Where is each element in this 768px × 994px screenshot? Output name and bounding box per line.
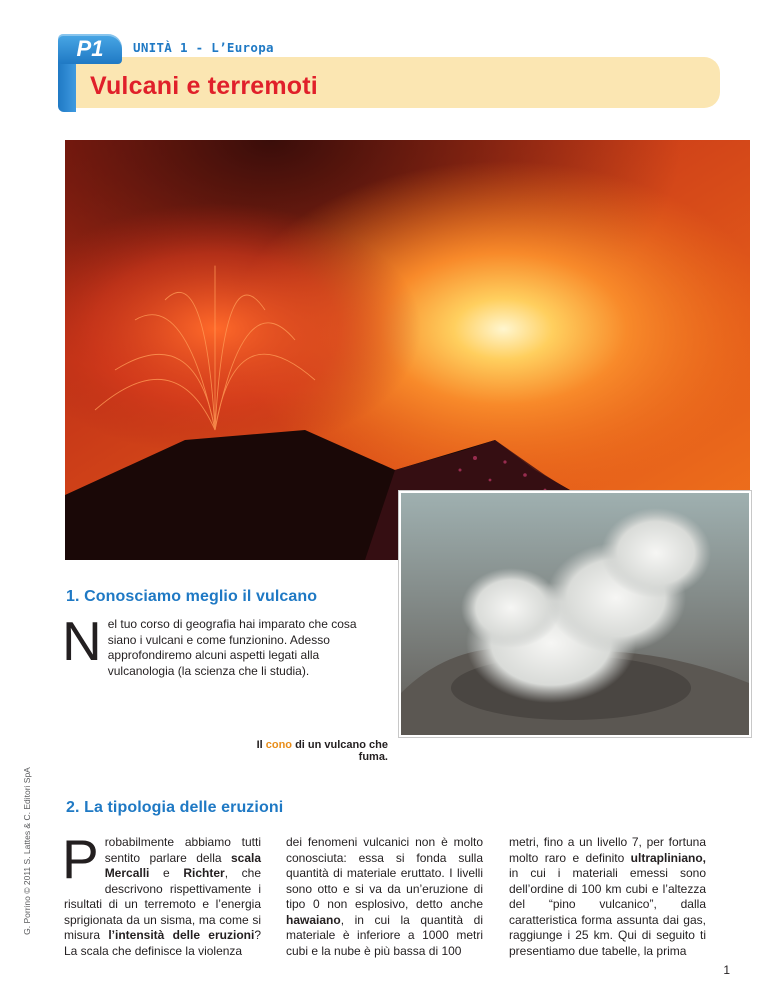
page-number: 1 [723,963,730,977]
side-credit: G. Porrino © 2011 S. Lattes & C. Editori SpA [22,767,32,935]
section-1-paragraph: Nel tuo corso di geografia hai imparato che cosa siano i vulcani e come funzionino. Adesso approfondiremo alcuni aspetti legati alla vulcanologia (la scienza che li studia). [62,610,357,678]
chapter-badge: P1 [58,34,122,64]
section-1-title: 1. Conosciamo meglio il vulcano [66,588,318,605]
dropcap: N [62,610,102,672]
photo-caption: Il cono di un vulcano che fuma. [256,739,388,763]
page-title: Vulcani e terremoti [90,72,318,100]
section-2-column-2: dei fenomeni vulcanici non è molto conosciuta: essa si fonda sulla quantità di materiale eruttato. I livelli sono otto e si va da un’eruzione di tipo 0 non esplosivo, detto anche hawaiano, in cui la quantità di materiale è inferiore a 1000 metri cubi e la nube è più bassa di 100 [286,835,483,958]
badge-tail [58,60,76,112]
unit-label: UNITÀ 1 - L’Europa [133,40,274,55]
section-2-column-1: Probabilmente abbiamo tutti sentito parlare della scala Mercalli e Richter, che descrivono rispettivamente i risultati di un terremoto e l’energia sprigionata da un sisma, ma come si misura l’intensità delle eruzioni? La scala che definisce la violenza [62,828,262,958]
caption-highlight: cono [265,739,293,751]
section-2-column-3: metri, fino a un livello 7, per fortuna molto raro e definito ultrapliniano, in cui i materiali emessi sono dell’ordine di 100 km cubi e l’altezza del “pino vulcanico”, dalla caratteristica forma assunta dai gas, raggiunge i 25 km. Qui di seguito ti presentiamo due tabelle, la prima [509,835,706,958]
section-2-title: 2. La tipologia delle eruzioni [66,799,284,816]
smoking-cone-image [401,493,749,735]
inset-volcano-photo [399,491,751,737]
dropcap: P [62,828,99,890]
